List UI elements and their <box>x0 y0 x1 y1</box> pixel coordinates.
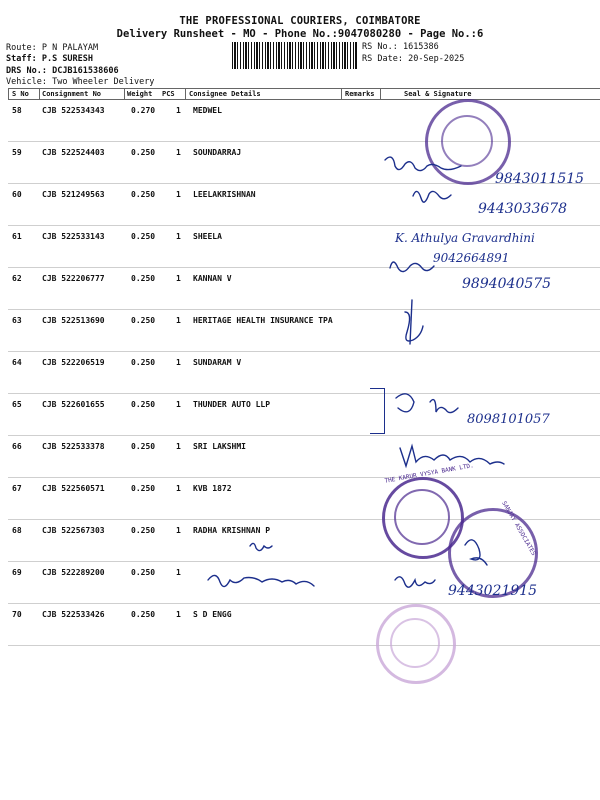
handwritten-phone: 9894040575 <box>462 276 552 292</box>
row-consignment-no: CJB 522513690 <box>42 316 105 325</box>
row-sno: 66 <box>12 442 22 451</box>
row-weight: 0.250 <box>131 610 156 619</box>
row-weight: 0.250 <box>131 148 156 157</box>
signature <box>410 300 412 344</box>
row-sno: 63 <box>12 316 22 325</box>
row-sno: 58 <box>12 106 22 115</box>
handwritten-phone: 9042664891 <box>433 251 510 265</box>
row-pcs: 1 <box>176 358 181 367</box>
col-header-consignee: Consignee Details <box>189 90 261 98</box>
col-header-pcs: PCS <box>162 90 175 98</box>
row-sno: 70 <box>12 610 22 619</box>
row-weight: 0.250 <box>131 526 156 535</box>
row-consignment-no: CJB 522560571 <box>42 484 105 493</box>
row-consignment-no: CJB 522567303 <box>42 526 105 535</box>
handwritten-phone: 8098101057 <box>467 412 550 427</box>
rs-date-value: 20-Sep-2025 <box>408 54 465 64</box>
row-consignee: RADHA KRISHNAN P <box>193 526 271 535</box>
row-consignment-no: CJB 522289200 <box>42 568 105 577</box>
row-sno: 67 <box>12 484 22 493</box>
signature <box>430 400 458 413</box>
row-pcs: 1 <box>176 232 181 241</box>
row-pcs: 1 <box>176 526 181 535</box>
row-weight: 0.250 <box>131 568 156 577</box>
row-pcs: 1 <box>176 106 181 115</box>
row-consignment-no: CJB 522533426 <box>42 610 105 619</box>
col-header-sno: S No <box>12 90 29 98</box>
row-consignee: HERITAGE HEALTH INSURANCE TPA <box>193 316 333 325</box>
row-sno: 59 <box>12 148 22 157</box>
vehicle-value: Two Wheeler Delivery <box>52 77 155 87</box>
row-pcs: 1 <box>176 610 181 619</box>
staff-label: Staff: <box>6 54 37 64</box>
row-consignment-no: CJB 522601655 <box>42 400 105 409</box>
handwritten-phone: 9443033678 <box>478 201 568 217</box>
rs-no-value: 1615386 <box>402 42 439 52</box>
row-weight: 0.250 <box>131 190 156 199</box>
bank-stamp-text: THE KARUR VYSYA BANK LTD. <box>384 462 475 485</box>
row-weight: 0.250 <box>131 274 156 283</box>
row-pcs: 1 <box>176 484 181 493</box>
row-weight: 0.250 <box>131 316 156 325</box>
row-sno: 60 <box>12 190 22 199</box>
row-sno: 64 <box>12 358 22 367</box>
row-consignee: LEELAKRISHNAN <box>193 190 256 199</box>
col-header-seal: Seal & Signature <box>404 90 472 98</box>
row-consignee: MEDWEL <box>193 106 222 115</box>
handwritten-phone: 9843011515 <box>495 171 585 187</box>
associates-stamp-text: SANJAY ASSOCIATES <box>500 500 538 557</box>
row-sno: 65 <box>12 400 22 409</box>
col-header-weight: Weight <box>127 90 153 98</box>
signature <box>390 262 434 272</box>
row-consignee: KVB 1872 <box>193 484 232 493</box>
row-consignee: S D ENGG <box>193 610 232 619</box>
row-weight: 0.250 <box>131 484 156 493</box>
row-consignee: SHEELA <box>193 232 222 241</box>
signature <box>396 394 414 412</box>
row-consignee: SRI LAKSHMI <box>193 442 246 451</box>
row-pcs: 1 <box>176 400 181 409</box>
route-label: Route: <box>6 43 37 53</box>
row-consignee: SUNDARAM V <box>193 358 242 367</box>
drs-value: DCJB161538606 <box>52 66 119 76</box>
vehicle-label: Vehicle: <box>6 77 47 87</box>
row-weight: 0.250 <box>131 400 156 409</box>
row-consignee: SOUNDARRAJ <box>193 148 242 157</box>
signature <box>385 157 461 170</box>
row-pcs: 1 <box>176 274 181 283</box>
signature <box>413 191 451 202</box>
row-pcs: 1 <box>176 190 181 199</box>
drs-label: DRS No.: <box>6 66 47 76</box>
row-sno: 69 <box>12 568 22 577</box>
route-value: P N PALAYAM <box>41 43 99 53</box>
row-sno: 61 <box>12 232 22 241</box>
rs-date-label: RS Date: <box>362 54 403 64</box>
row-consignee: THUNDER AUTO LLP <box>193 400 271 409</box>
row-pcs: 1 <box>176 568 181 577</box>
rs-no-label: RS No.: <box>362 42 398 52</box>
row-weight: 0.250 <box>131 232 156 241</box>
row-consignment-no: CJB 522533378 <box>42 442 105 451</box>
row-consignment-no: CJB 521249563 <box>42 190 105 199</box>
row-consignment-no: CJB 522534343 <box>42 106 105 115</box>
handwritten-name: K. Athulya Gravardhini <box>395 231 535 245</box>
page-subtitle: Delivery Runsheet - MO - Phone No.:9047080280 - Page No.:6 <box>116 28 484 40</box>
signature <box>395 577 435 587</box>
row-sno: 68 <box>12 526 22 535</box>
row-consignment-no: CJB 522524403 <box>42 148 105 157</box>
row-pcs: 1 <box>176 316 181 325</box>
signature <box>250 543 272 550</box>
staff-value: P.S SURESH <box>41 54 94 64</box>
row-weight: 0.250 <box>131 358 156 367</box>
handwritten-phone: 9443021915 <box>448 583 538 599</box>
row-weight: 0.270 <box>131 106 156 115</box>
page-title: THE PROFESSIONAL COURIERS, COIMBATORE <box>179 15 421 27</box>
row-consignment-no: CJB 522206519 <box>42 358 105 367</box>
row-weight: 0.250 <box>131 442 156 451</box>
signature <box>400 446 504 466</box>
signature <box>465 540 487 565</box>
signature <box>405 312 423 341</box>
row-pcs: 1 <box>176 148 181 157</box>
row-sno: 62 <box>12 274 22 283</box>
col-header-remarks: Remarks <box>345 90 375 98</box>
row-consignment-no: CJB 522533143 <box>42 232 105 241</box>
col-header-consignment: Consignment No <box>42 90 102 98</box>
row-consignment-no: CJB 522206777 <box>42 274 105 283</box>
row-pcs: 1 <box>176 442 181 451</box>
row-consignee: KANNAN V <box>193 274 232 283</box>
signature <box>208 575 314 586</box>
